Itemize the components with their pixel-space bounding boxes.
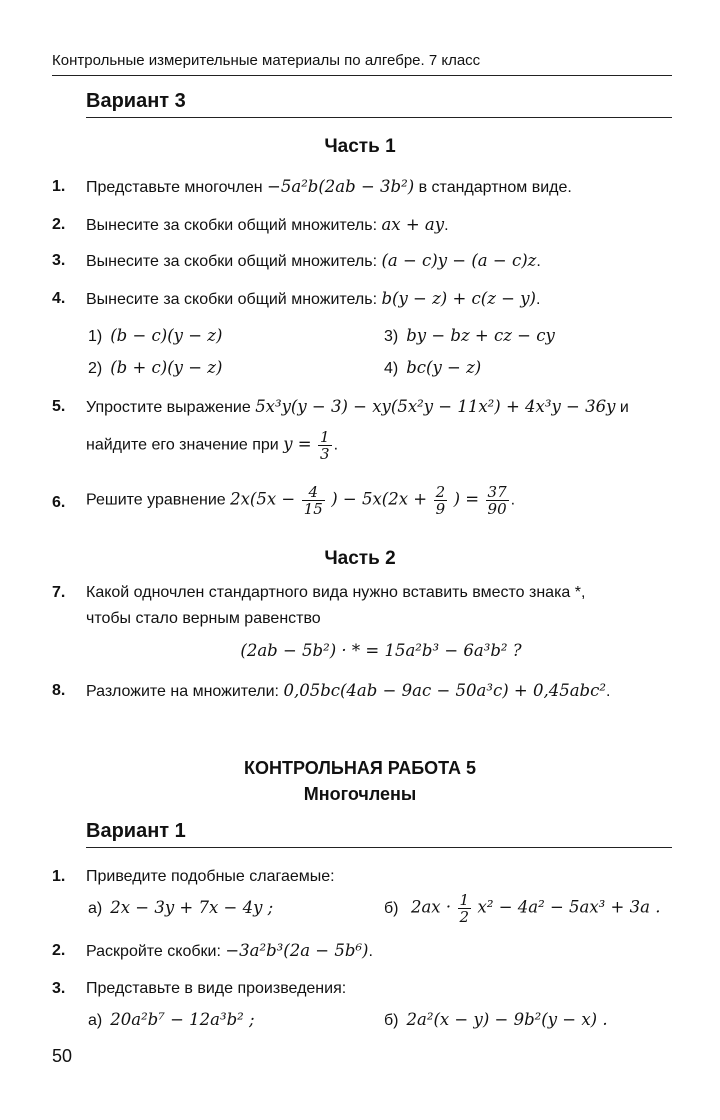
variant-1-title: Вариант 1 (86, 820, 672, 848)
task-number: 7. (52, 584, 66, 601)
task-text-after: . (605, 683, 611, 700)
fraction (486, 484, 509, 517)
running-header: Контрольные измерительные материалы по алгебре. 7 класс (52, 52, 672, 76)
task-number: 2. (52, 216, 66, 233)
task-number: 5. (52, 398, 66, 415)
task-3 (52, 250, 676, 273)
option-value: (b − c)(y − z) (110, 326, 223, 345)
task-text: Упростите выражение (86, 399, 251, 416)
task-math: −5a²b(2ab − 3b²) (267, 177, 415, 196)
subtask-math: 2x − 3y + 7x − 4y ; (110, 898, 274, 917)
task-number: 3. (52, 252, 66, 269)
denominator: 2 (459, 908, 470, 926)
part-1-title: Часть 1 (324, 136, 396, 157)
task-math: ) − 5x(2x + (331, 489, 428, 509)
task-text: Вынесите за скобки общий множитель: (86, 253, 378, 270)
numerator: 4 (302, 484, 325, 501)
task-math: b(y − z) + c(z − y) (381, 289, 536, 308)
task-7 (52, 582, 676, 663)
subtask-math: 2a²(x − y) − 9b²(y − x) . (406, 1010, 608, 1029)
task-text: Приведите подобные слагаемые: (86, 868, 335, 885)
subtask-label: б) (384, 899, 399, 917)
page-number: 50 (52, 1046, 73, 1066)
task-8 (52, 680, 676, 703)
task-number: 4. (52, 290, 66, 307)
task-math: ax + ay (381, 215, 445, 234)
answer-option (384, 358, 481, 378)
option-label: 1) (88, 328, 103, 345)
task-text-after: и (619, 399, 629, 416)
option-value: by − bz + cz − cy (406, 326, 555, 345)
task-text-2: чтобы стало верным равенство (86, 610, 321, 627)
task-math: (a − c)y − (a − c)z (381, 251, 537, 270)
task-text: Какой одночлен стандартного вида нужно вставить вместо знака *, (86, 584, 586, 601)
task-math: −3a²b³(2a − 5b⁶) (225, 941, 369, 960)
task-number: 1. (52, 868, 66, 885)
task-text-after: в стандартном виде. (418, 179, 572, 196)
task-text-2: найдите его значение при (86, 436, 279, 454)
task-number: 8. (52, 682, 66, 699)
control-work-title: КОНТРОЛЬНАЯ РАБОТА 5 (243, 758, 477, 778)
numerator: 1 (459, 891, 470, 909)
subtask-b (384, 1010, 608, 1030)
subtask-a (88, 898, 273, 918)
task-number: 2. (52, 942, 66, 959)
task-text: Представьте в виде произведения: (86, 980, 347, 997)
option-label: 4) (384, 360, 399, 377)
answer-option (88, 326, 222, 346)
task-text: Представьте многочлен (86, 179, 263, 196)
answer-option (384, 326, 555, 346)
task-2 (52, 214, 676, 237)
v1-task-1 (52, 866, 676, 888)
task-math: ) = (453, 489, 480, 509)
denominator: 3 (320, 445, 330, 463)
part-2-title: Часть 2 (324, 548, 396, 569)
task-text-after: . (536, 253, 541, 270)
task-text-after: . (368, 943, 373, 960)
task-math: 5x³y(y − 3) − xy(5x²y − 11x²) + 4x³y − 36y (255, 397, 616, 416)
task-text: Вынесите за скобки общий множитель: (86, 217, 378, 234)
task-4 (52, 288, 676, 311)
task-6: 6. Решите уравнение 2x(5x − $\frac{4}{15}$ ) − 5x(2x + $\frac{2}{9}$ ) = $\frac{37}{90}$ . (52, 483, 516, 518)
fraction (458, 892, 472, 925)
denominator: 15 (303, 500, 323, 518)
task-math: 2x(5x − (230, 489, 296, 509)
task-5: 5. Упростите выражение 5x³y(y − 3) − xy(5x²y − 11x²) + 4x³y − 36y и найдите его значение при y = $\frac{1}{3}$ . (52, 397, 629, 463)
numerator: 1 (320, 428, 330, 446)
denominator: 90 (487, 500, 507, 518)
option-label: 3) (384, 328, 399, 345)
task-number: 1. (52, 178, 66, 195)
task-math: 0,05bc(4ab − 9ac − 50a³c) + 0,45abc² (283, 681, 606, 700)
task-number: 3. (52, 980, 66, 997)
task-1 (52, 176, 676, 199)
task-number: 6. (52, 494, 66, 511)
variant-3-title: Вариант 3 (86, 90, 672, 118)
subtask-math: x² − 4a² − 5ax³ + 3a . (477, 897, 661, 917)
subtask-label: б) (384, 1012, 399, 1029)
option-value: bc(y − z) (406, 358, 482, 377)
fraction (434, 484, 448, 517)
task-text-after: . (536, 291, 541, 308)
v1-task-2 (52, 940, 676, 963)
denominator: 9 (435, 500, 446, 518)
option-value: (b + c)(y − z) (110, 358, 223, 377)
task-text: Вынесите за скобки общий множитель: (86, 291, 378, 308)
task-math: (2ab − 5b²) · * = 15a²b³ − 6a³b² ? (240, 641, 522, 660)
v1-task-3 (52, 978, 676, 1000)
fraction (318, 429, 332, 462)
subtask-math: 2ax · (410, 897, 452, 917)
task-text: Разложите на множители: (86, 683, 279, 700)
fraction (302, 484, 325, 517)
task-text-after: . (444, 217, 449, 234)
answer-option (88, 358, 222, 378)
subtask-b (384, 892, 660, 925)
subtask-label: а) (88, 1012, 103, 1029)
numerator: 2 (435, 483, 446, 501)
control-work-subtitle: Многочлены (303, 784, 417, 804)
task-text: Раскройте скобки: (86, 943, 221, 960)
subtask-a (88, 1010, 255, 1030)
numerator: 37 (487, 483, 507, 501)
subtask-math: 20a²b⁷ − 12a³b² ; (110, 1010, 255, 1029)
task-math-2: y = (283, 434, 312, 454)
subtask-label: а) (88, 900, 103, 917)
option-label: 2) (88, 360, 103, 377)
task-text: Решите уравнение (86, 491, 226, 509)
